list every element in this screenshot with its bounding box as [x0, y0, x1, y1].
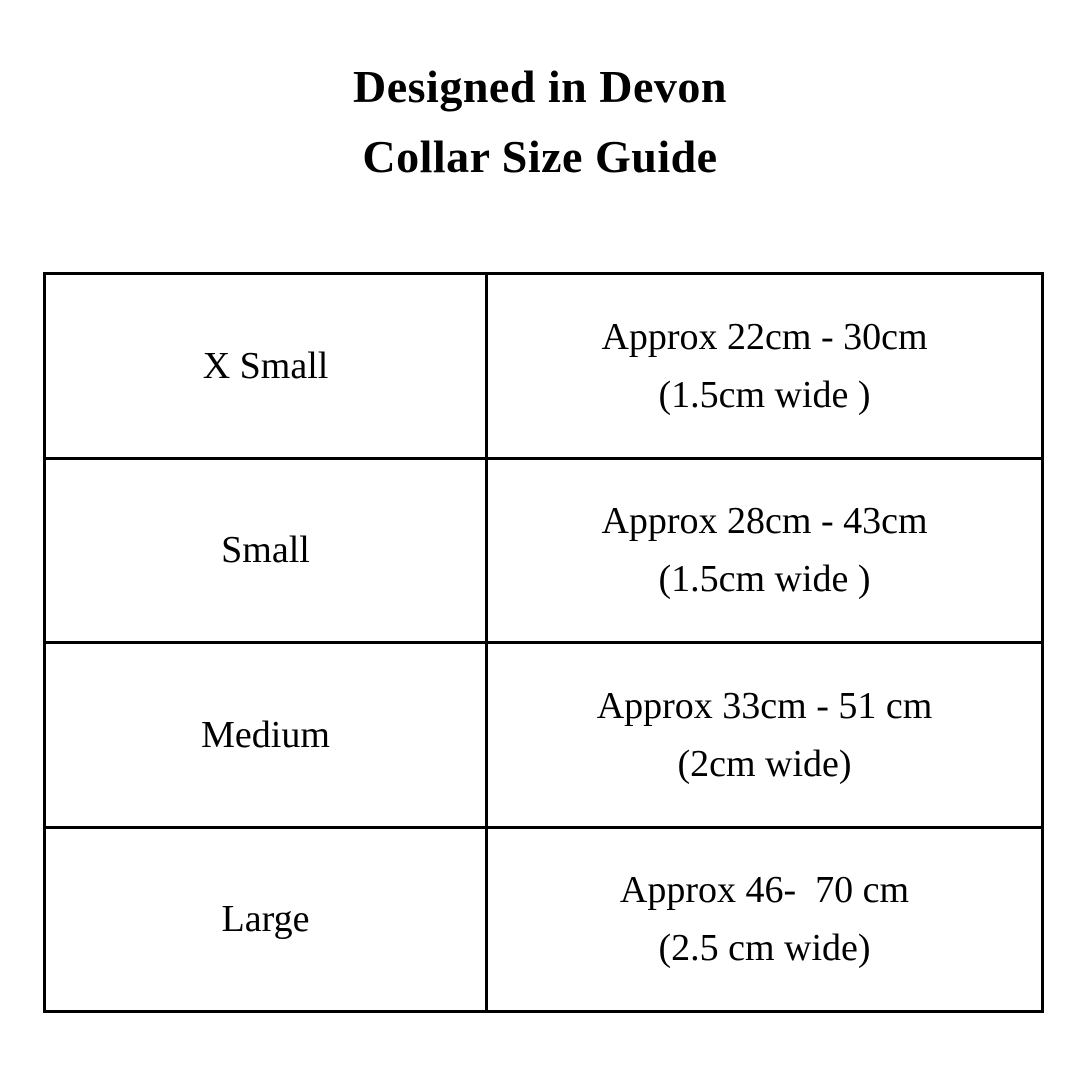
measurement-cell — [487, 458, 1043, 643]
size-cell — [45, 458, 487, 643]
page-title-line-1: Designed in Devon — [353, 61, 727, 112]
measurement-range: Approx 46- 70 cm — [619, 869, 910, 912]
table-row-medium — [45, 643, 1043, 828]
size-label: X Small — [202, 344, 329, 387]
measurement-range: Approx 33cm - 51 cm — [596, 684, 933, 727]
measurement-width: (2.5 cm wide) — [658, 927, 871, 970]
size-cell — [45, 643, 487, 828]
page-title-line-2: Collar Size Guide — [362, 131, 718, 182]
measurement-range: Approx 28cm - 43cm — [601, 500, 928, 543]
table-row-large — [45, 827, 1043, 1012]
measurement-range: Approx 22cm - 30cm — [601, 315, 928, 358]
page-title — [0, 52, 1080, 192]
size-cell — [45, 274, 487, 459]
size-label: Medium — [201, 713, 330, 756]
size-label: Small — [221, 529, 310, 572]
table-row-x-small — [45, 274, 1043, 459]
collar-size-guide-table — [43, 272, 1044, 1013]
measurement-cell — [487, 827, 1043, 1012]
table-row-small — [45, 458, 1043, 643]
measurement-width: (1.5cm wide ) — [658, 558, 871, 601]
measurement-cell — [487, 643, 1043, 828]
measurement-width: (1.5cm wide ) — [658, 373, 871, 416]
size-label: Large — [221, 898, 310, 941]
measurement-width: (2cm wide) — [677, 742, 852, 785]
size-cell — [45, 827, 487, 1012]
measurement-cell — [487, 274, 1043, 459]
